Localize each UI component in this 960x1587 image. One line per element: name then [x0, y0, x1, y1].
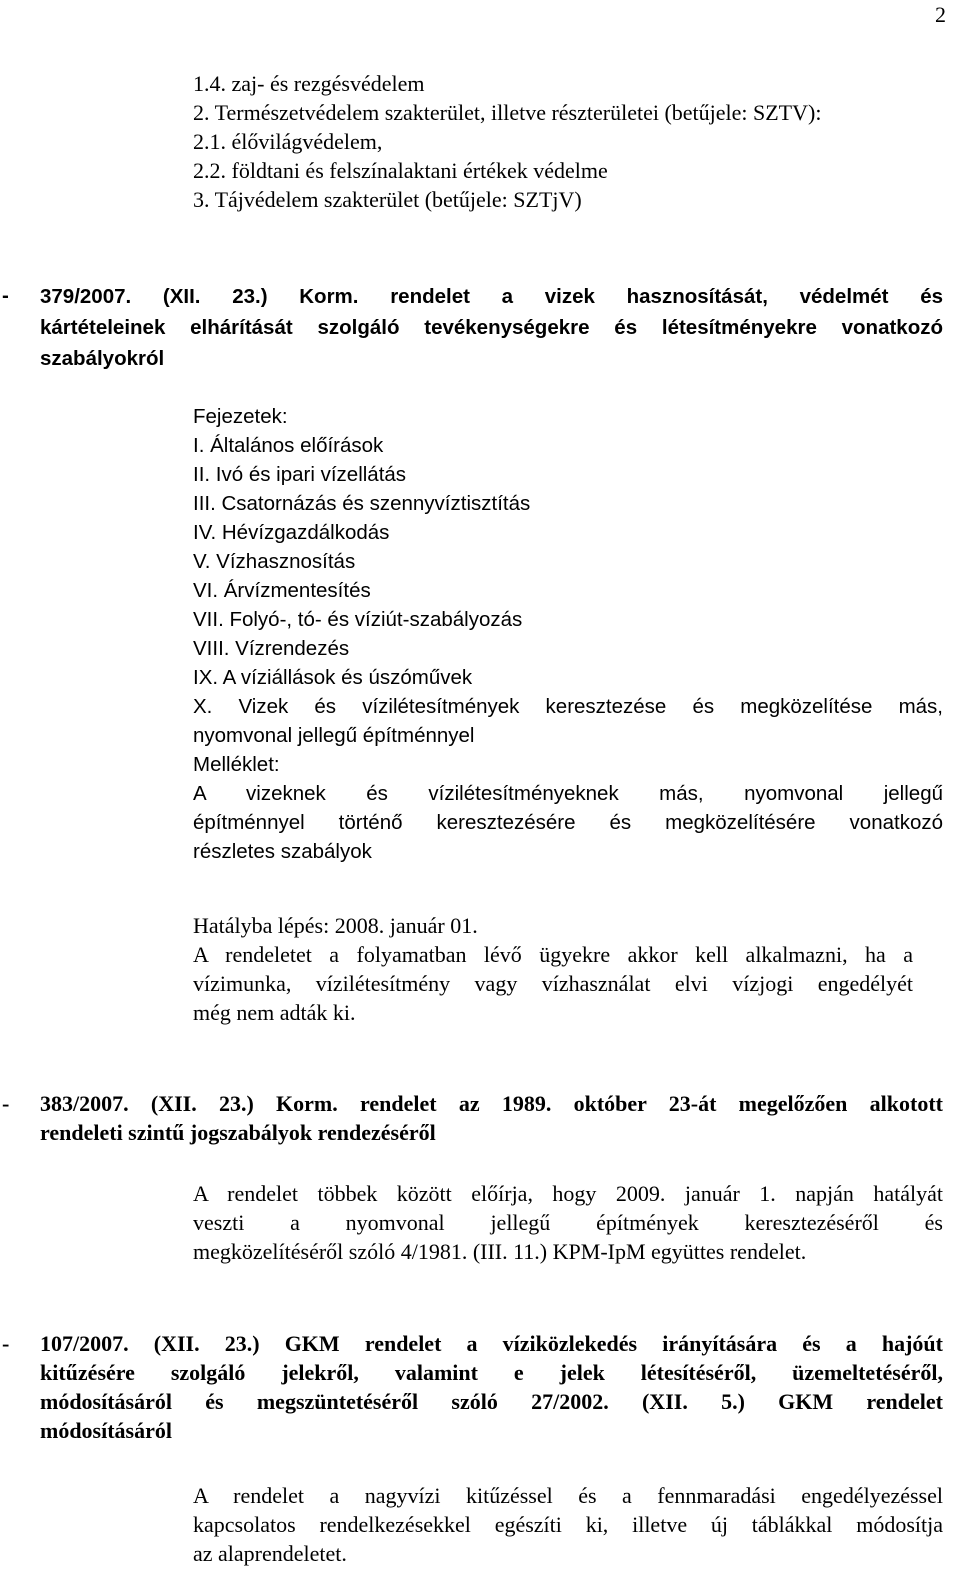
annex-line: részletes szabályok: [193, 840, 372, 863]
chapter-item: V. Vízhasznosítás: [193, 550, 356, 573]
section-title-line: 383/2007. (XII. 23.) Korm. rendelet az 1989. október 23-át megelőzően alkotott: [40, 1091, 943, 1116]
section-title-line: 107/2007. (XII. 23.) GKM rendelet a víziközlekedés irányítására és a hajóút: [40, 1331, 943, 1356]
section-383-2007: [0, 1089, 943, 1147]
chapter-item: IX. A víziállások és úszóművek: [193, 666, 473, 689]
body-line: megközelítéséről szóló 4/1981. (III. 11.) KPM-IpM együttes rendelet.: [193, 1239, 807, 1264]
chapter-item: II. Ivó és ipari vízellátás: [193, 463, 407, 486]
body-line: az alaprendeletet.: [193, 1541, 347, 1566]
list-item: 1.4. zaj- és rezgésvédelem: [193, 71, 425, 96]
annex-line: A vizeknek és vízilétesítményeknek más, nyomvonal jellegű: [193, 782, 943, 805]
section-dash: -: [2, 284, 9, 307]
chapter-item: VIII. Vízrendezés: [193, 637, 350, 660]
section-title-line: szabályokról: [40, 347, 165, 370]
chapters-label: Fejezetek:: [193, 405, 288, 428]
page-number: 2: [935, 2, 946, 27]
list-item: 2.2. földtani és felszínalaktani értékek védelme: [193, 158, 608, 183]
chapter-item: X. Vizek és vízilétesítmények keresztezése és megközelítése más,: [193, 695, 943, 718]
list-item: 2.1. élővilágvédelem,: [193, 129, 383, 154]
section-107-2007: [0, 1329, 943, 1445]
chapter-item: nyomvonal jellegű építménnyel: [193, 724, 475, 747]
section-title-line: kitűzésére szolgáló jelekről, valamint e jelek létesítéséről, üzemeltetéséről,: [40, 1360, 943, 1385]
chapters-list: [193, 402, 943, 866]
section-title-line: kártételeinek elhárítását szolgáló tevékenységekre és létesítményekre vonatkozó: [40, 316, 943, 339]
section-title-line: 379/2007. (XII. 23.) Korm. rendelet a vizek hasznosítását, védelmét és: [40, 285, 943, 308]
top-list: [193, 69, 821, 214]
list-item: 2. Természetvédelem szakterület, illetve részterületei (betűjele: SZTV):: [193, 100, 822, 125]
section-title-line: módosításáról és megszüntetéséről szóló 27/2002. (XII. 5.) GKM rendelet: [40, 1389, 943, 1414]
body-line: kapcsolatos rendelkezésekkel egészíti ki, illetve új táblákkal módosítja: [193, 1512, 943, 1537]
body-line: A rendelet a nagyvízi kitűzéssel és a fennmaradási engedélyezéssel: [193, 1483, 943, 1508]
chapter-item: III. Csatornázás és szennyvíztisztítás: [193, 492, 531, 515]
section-107-body: [193, 1481, 943, 1568]
section-title-line: rendeleti szintű jogszabályok rendezéséről: [40, 1120, 436, 1145]
note-line: még nem adták ki.: [193, 1000, 356, 1025]
annex-label: Melléklet:: [193, 753, 280, 776]
section-379-2007: [0, 281, 943, 374]
effective-date: Hatályba lépés: 2008. január 01.: [193, 913, 478, 938]
section-383-body: [193, 1179, 943, 1266]
body-line: veszti a nyomvonal jellegű építmények keresztezéséről és: [193, 1210, 943, 1235]
chapter-item: VI. Árvízmentesítés: [193, 579, 371, 602]
chapter-item: IV. Hévízgazdálkodás: [193, 521, 390, 544]
section-dash: -: [2, 1331, 10, 1356]
note-line: A rendeletet a folyamatban lévő ügyekre akkor kell alkalmazni, ha a: [193, 942, 913, 967]
section-title-line: módosításáról: [40, 1418, 172, 1443]
section-dash: -: [2, 1091, 10, 1116]
effective-note: [193, 911, 913, 1027]
annex-line: építménnyel történő keresztezésére és megközelítésére vonatkozó: [193, 811, 943, 834]
body-line: A rendelet többek között előírja, hogy 2009. január 1. napján hatályát: [193, 1181, 943, 1206]
note-line: vízimunka, vízilétesítmény vagy vízhasználat elvi vízjogi engedélyét: [193, 971, 913, 996]
list-item: 3. Tájvédelem szakterület (betűjele: SZTjV): [193, 187, 582, 212]
chapter-item: VII. Folyó-, tó- és víziút-szabályozás: [193, 608, 523, 631]
chapter-item: I. Általános előírások: [193, 434, 384, 457]
